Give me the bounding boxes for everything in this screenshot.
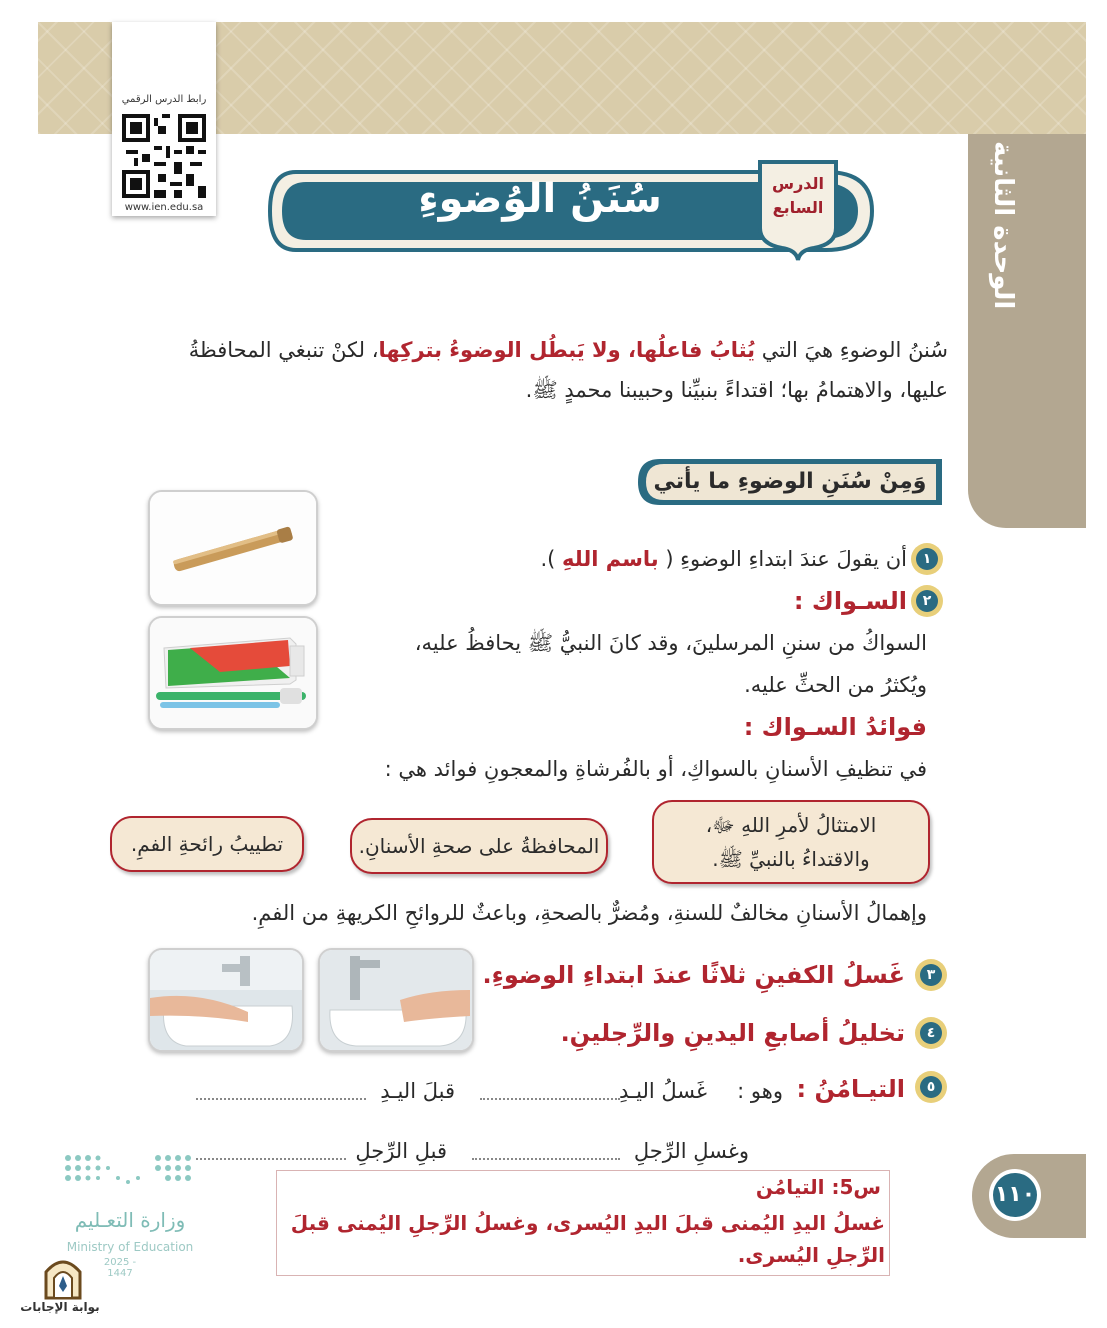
item-1-text-b: ). [540, 547, 556, 571]
benefit-pill-3: تطييبُ رائحةِ الفمِ. [110, 816, 304, 872]
siwak-benefits-intro: في تنظيفِ الأسنانِ بالسواكِ، أو بالفُرشاةِ والمعجونِ فوائد هي : [384, 757, 927, 781]
siwak-line-2: ويُكثرُ من الحثِّ عليه. [744, 673, 927, 697]
answers-portal-label[interactable]: بوابة الإجابات [20, 1300, 100, 1314]
answer-text: غسلُ اليدِ اليُمنى قبلَ اليدِ اليُسرى، وغسلُ الرِّجلِ اليُمنى قبلَ الرِّجلِ اليُسرى. [290, 1211, 885, 1267]
item-number-label: ٣ [926, 967, 936, 983]
benefit-pill-1 [652, 800, 930, 884]
benefit-1-line1: الامتثالُ لأمرِ اللهِ ﷻ، [705, 813, 877, 837]
benefit-1-line2: والاقتداءُ بالنبيِّ ﷺ. [712, 847, 870, 871]
item-number-label: ٥ [926, 1079, 936, 1095]
ministry-name-english: Ministry of Education [66, 1240, 194, 1254]
fill-blank-3[interactable] [472, 1158, 620, 1160]
toothpaste-icon [150, 618, 316, 728]
siwak-image [148, 490, 318, 606]
item-4-text: تخليلُ أصابعِ اليدينِ والرِّجلينِ. [560, 1019, 905, 1047]
faucet-icon [320, 950, 472, 1050]
siwak-heading: السـواك : [793, 587, 907, 615]
ministry-name-arabic: وزارة التعـليم [74, 1208, 186, 1232]
item-number-2 [910, 584, 944, 618]
answer-question: س5: التيامُن [755, 1175, 881, 1199]
item-3-text: غَسلُ الكفينِ ثلاثًا عندَ ابتداءِ الوضوءِ. [482, 961, 905, 989]
intro-highlight: يُثابُ فاعلُها، ولا يَبطُل الوضوءُ بتركِها [378, 338, 756, 362]
ministry-year: 2025 - 1447 [103, 1257, 137, 1279]
item-1-text [540, 542, 907, 576]
benefit-pill-2: المحافظةُ على صحةِ الأسنانِ. [350, 818, 608, 874]
unit-label: الوحدة الثانية [988, 140, 1018, 310]
answer-box [276, 1170, 890, 1276]
qr-card[interactable] [112, 22, 216, 216]
fill-blank-1[interactable] [480, 1098, 620, 1100]
tayamun-wash-hand: غَسلُ اليـدِ [618, 1079, 707, 1103]
tayamun-wash-foot: وغسلِ الرِّجلِ [633, 1139, 749, 1163]
tayamun-label-and: وهو : [737, 1079, 783, 1103]
toothbrush-image [148, 616, 318, 730]
tayamun-before-hand: قبلَ اليـدِ [380, 1079, 455, 1103]
item-number-label: ٤ [926, 1025, 936, 1041]
siwak-neglect: وإهمالُ الأسنانِ مخالفٌ للسنةِ، ومُضرٌّ بالصحةِ، وباعثٌ للروائحِ الكريهةِ من الفمِ. [251, 901, 927, 925]
page-number: ١١٠ [994, 1182, 1036, 1207]
qr-url[interactable]: www.ien.edu.sa [124, 202, 204, 213]
intro-paragraph [140, 330, 948, 410]
hand-washing-image-2 [318, 948, 474, 1052]
fill-blank-4[interactable] [196, 1158, 346, 1160]
lesson-badge-line2: السابع [772, 198, 824, 217]
item-number-3 [914, 958, 948, 992]
answers-portal-logo-icon[interactable] [40, 1256, 86, 1300]
tayamun-before-foot: قبلِ الرِّجلِ [355, 1139, 447, 1163]
item-1-highlight: باسم اللهِ [562, 547, 659, 571]
fill-blank-2[interactable] [196, 1098, 366, 1100]
section-header-title: وَمِنْ سُنَنِ الوضوءِ ما يأتي [653, 469, 927, 494]
item-1-text-a: أن يقولَ عندَ ابتداءِ الوضوءِ ( [665, 547, 907, 571]
lesson-badge-text [754, 172, 842, 220]
hand-washing-image-1 [148, 948, 304, 1052]
item-number-4 [914, 1016, 948, 1050]
intro-part2: ، لكنْ تنبغي المحافظةُ عليها، والاهتمامُ بها؛ اقتداءً بنبيِّنا وحبيبنا محمدٍ ﷺ. [188, 338, 948, 402]
lesson-badge-line1: الدرس [771, 174, 825, 193]
item-number-1 [910, 542, 944, 576]
item-number-label: ٢ [922, 593, 932, 609]
item-number-5 [914, 1070, 948, 1104]
tayamun-heading: التيـامُنُ : [796, 1075, 905, 1103]
sink-icon [150, 950, 302, 1050]
qr-caption: رابط الدرس الرقمي [121, 94, 207, 105]
item-number-label: ١ [922, 551, 932, 567]
intro-part1: سُننُ الوضوءِ هيَ التي [755, 338, 948, 362]
siwak-benefits-heading: فوائدُ السـواك : [743, 713, 927, 741]
lesson-title: سُنَنُ الوُضوءِ [418, 176, 662, 222]
qr-code-icon[interactable] [122, 114, 206, 198]
ministry-logo-icon [62, 1152, 198, 1194]
siwak-stick-icon [150, 492, 316, 604]
siwak-line-1: السواكُ من سننِ المرسلينَ، وقد كانَ النبيُّ ﷺ يحافظُ عليه، [414, 631, 927, 655]
